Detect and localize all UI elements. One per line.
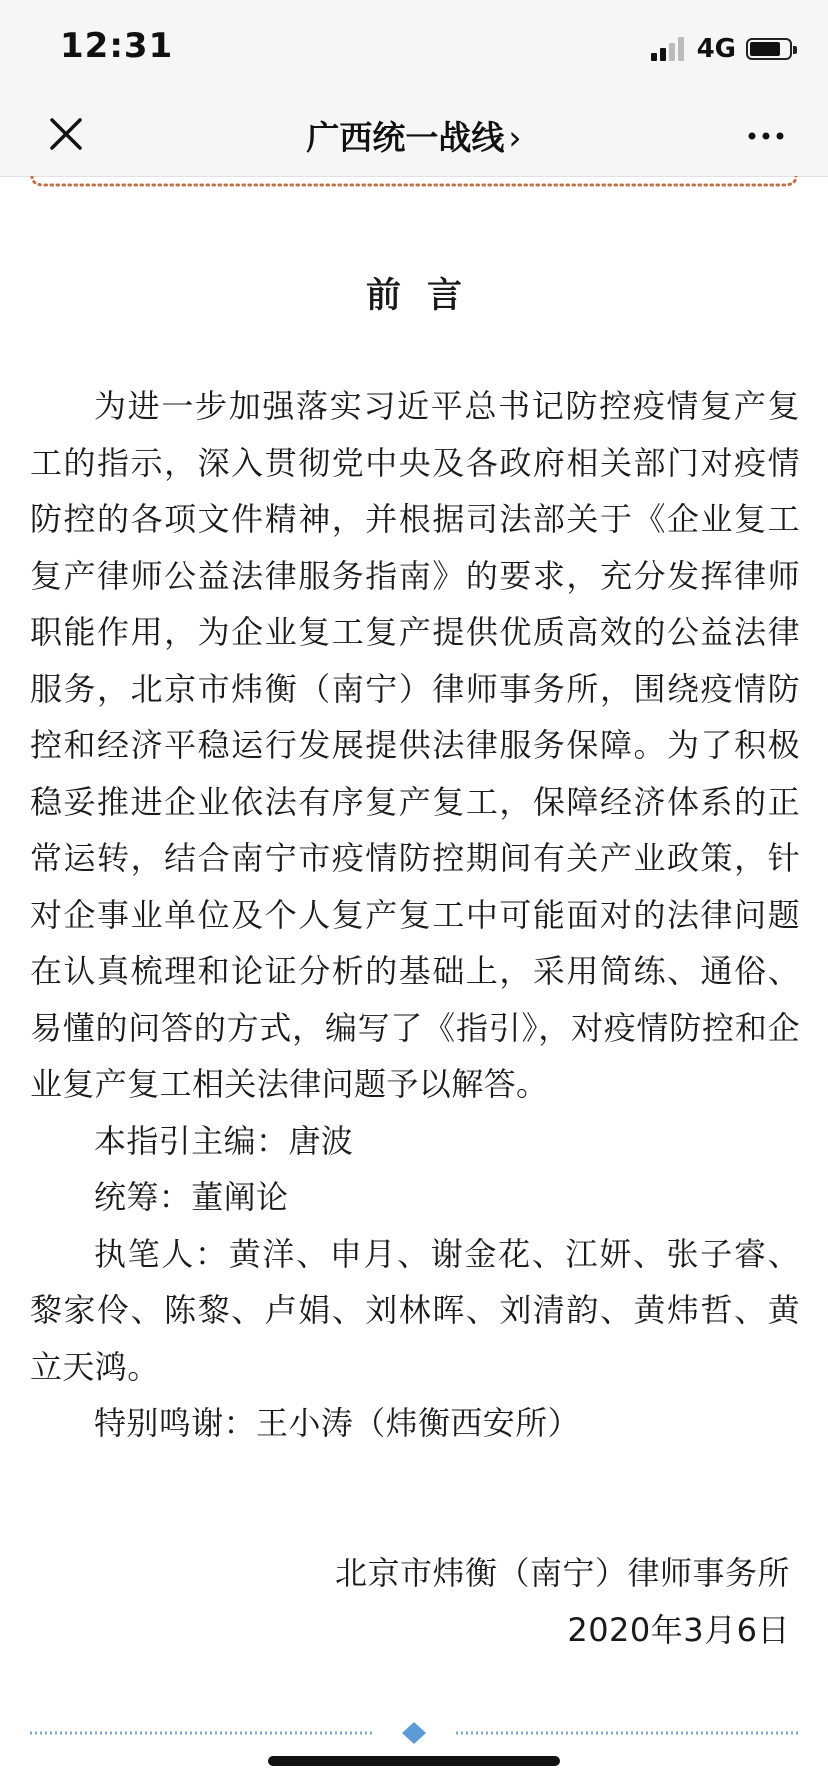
editor-line: 本指引主编：唐波 xyxy=(94,1121,354,1160)
signature-date: 2020年3月6日 xyxy=(567,1611,790,1649)
chevron-right-icon: › xyxy=(508,118,522,157)
signal-icon xyxy=(651,37,687,61)
nav-bar xyxy=(0,96,828,177)
network-type: 4G xyxy=(696,34,736,64)
diamond-icon xyxy=(402,1722,426,1744)
home-indicator[interactable] xyxy=(268,1756,560,1766)
thanks-line: 特别鸣谢：王小涛（炜衡西安所） xyxy=(94,1404,581,1442)
battery-cap xyxy=(793,46,797,54)
battery-fill xyxy=(750,42,780,56)
article-body xyxy=(30,378,800,1452)
status-time: 12:31 xyxy=(60,26,174,66)
account-title[interactable] xyxy=(0,112,828,159)
account-name: 广西统一战线 xyxy=(306,118,505,157)
battery-icon xyxy=(746,38,792,60)
more-icon[interactable] xyxy=(744,118,788,154)
coordinator-line: 统筹：董阐论 xyxy=(94,1178,289,1216)
article-title: 前言 xyxy=(365,276,488,316)
status-indicators xyxy=(651,34,792,64)
body-paragraph: 为进一步加强落实习近平总书记防控疫情复产复工的指示，深入贯彻党中央及各政府相关部门对疫情防控的各项文件精神，并根据司法部关于《企业复工复产律师公益法律服务指南》的要求，充分发挥律师职能作用，为企业复工复产提供优质高效的公益法律服务，北京市炜衡（南宁）律师事务所，围绕疫情防控和经济平稳运行发展提供法律服务保障。为了积极稳妥推进企业依法有序复产复工，保障经济体系的正常运转，结合南宁市疫情防控期间有关产业政策，针对企事业单位及个人复产复工中可能面对的法律问题在认真梳理和论证分析的基础上，采用简练、通俗、易懂的问答的方式，编写了《指引》，对疫情防控和企业复产复工相关法律问题予以解答。 xyxy=(30,387,800,1103)
signature-org: 北京市炜衡（南宁）律师事务所 xyxy=(334,1554,790,1592)
writers-line: 执笔人：黄洋、申月、谢金花、江妍、张子睿、黎家伶、陈黎、卢娟、刘林晖、刘清韵、黄炜哲、黄立天鸿。 xyxy=(30,1234,800,1386)
status-bar xyxy=(0,0,828,96)
decorative-border-top xyxy=(30,176,798,188)
decorative-divider-bottom xyxy=(30,1718,798,1748)
